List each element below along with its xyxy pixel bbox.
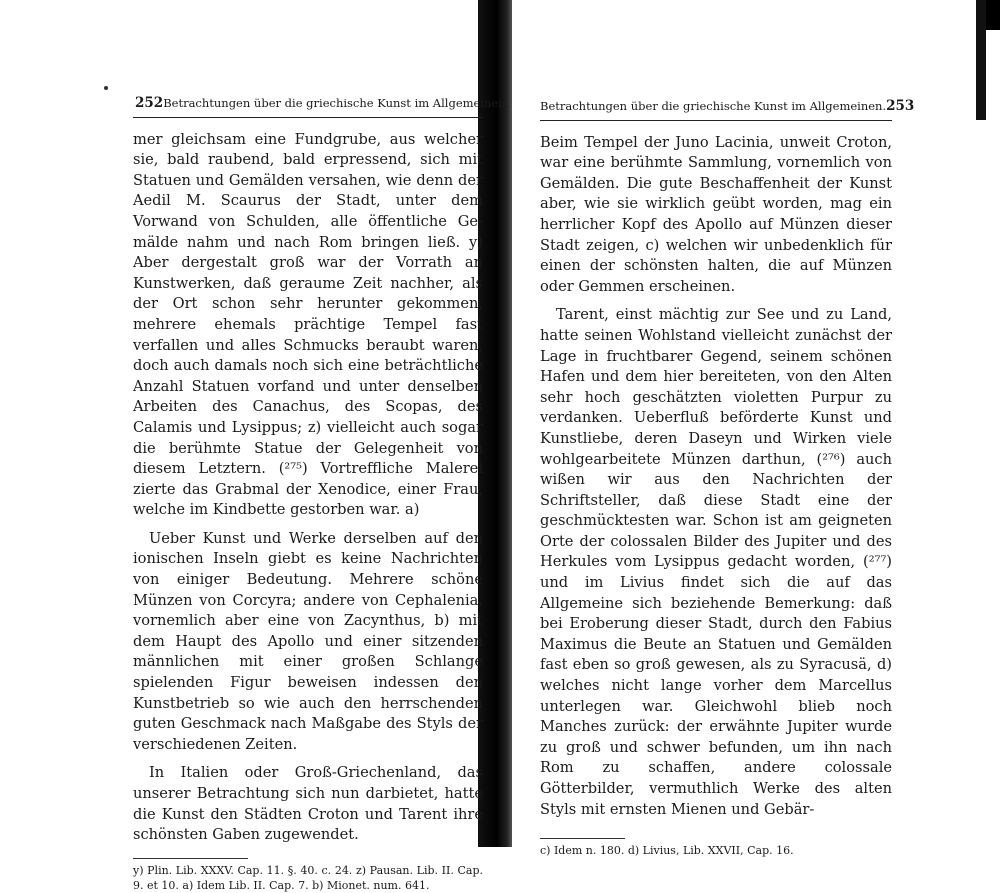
right-page-body (540, 133, 892, 821)
left-page-header (133, 93, 510, 118)
left-running-title: Betrachtungen über die griechische Kunst im Allgemeinen. (163, 96, 510, 110)
footnote-divider (540, 838, 625, 839)
print-speck (104, 86, 108, 90)
left-page-number: 252 (135, 95, 164, 111)
left-footnotes: y) Plin. Lib. XXXV. Cap. 11. §. 40. c. 24. z) Pausan. Lib. II. Cap. 9. et 10. a) Idem Lib. II. Cap. 7. b) Mionet. num. 641. (133, 863, 483, 892)
right-page (540, 96, 915, 858)
left-page-body (133, 130, 483, 846)
footnote-divider (133, 858, 248, 859)
right-page-number: 253 (886, 98, 915, 114)
left-paragraph-2: Ueber Kunst und Werke derselben auf den ionischen Inseln giebt es keine Nachrichten von einiger Bedeutung. Mehrere schöne Münzen von Corcyra; andere von Cephalenia, vornemlich aber eine von Zacynthus, b) mit dem Haupt des Apollo und einer sitzenden männlichen mit einer großen Schlange spielenden Figur beweisen indessen den Kunstbetrieb so wie auch den herrschenden guten Geschmack nach Maßgabe des Styls der verschiedenen Zeiten. (133, 529, 483, 753)
right-paragraph-2: Tarent, einst mächtig zur See und zu Land, hatte seinen Wohlstand vielleicht zunächst der Lage in fruchtbarer Gegend, seinem schönen Hafen und dem hier bereiteten, von den Alten sehr hoch geschätzten violetten Purpur zu verdanken. Ueberfluß beförderte Kunst und Kunstliebe, deren Daseyn und Wirken viele wohlgearbeitete Münzen darthun, (²⁷⁶) auch wißen wir aus den Nachrichten der Schriftsteller, daß diese Stadt eine der geschmücktesten war. Schon ist am geigneten Orte der colossalen Bilder des Jupiter und des Herkules vom Lysippus gedacht worden, (²⁷⁷) und im Livius findet sich die auf das Allgemeine sich beziehende Bemerkung: daß bei Eroberung dieser Stadt, durch den Fabius Maximus die Beute an Statuen und Gemälden fast eben so groß gewesen, als zu Syracusä, d) welches nicht lange vorher dem Marcellus unterlegen war. Gleichwohl blieb noch Manches zurück: der erwähnte Jupiter wurde zu groß und schwer befunden, um ihn nach Rom zu schaffen, andere colossale Götterbilder, vermuthlich Werke des alten Styls mit ernsten Mienen und Gebär- (540, 306, 892, 818)
left-paragraph-1: mer gleichsam eine Fundgrube, aus welcher sie, bald raubend, bald erpressend, sich mit Statuen und Gemälden versahen, wie denn der Aedil M. Scaurus der Stadt, unter dem Vorwand von Schulden, alle öffentliche Gemälde nahm und nach Rom bringen ließ. y) Aber dergestalt groß war der Vorrath an Kunstwerken, daß geraume Zeit nachher, als der Ort schon sehr herunter gekommen, mehrere ehemals prächtige Tempel fast verfallen und alles Schmucks beraubt waren, doch auch damals noch sich eine beträchtliche Anzahl Statuen vorfand und unter denselben Arbeiten des Canachus, des Scopas, des Calamis und Lysippus; z) vielleicht auch sogar die berühmte Statue der Gelegenheit von diesem Letztern. (²⁷⁵) Vortreffliche Malerei zierte das Grabmal der Xenodice, einer Frau, welche im Kindbette gestorben war. a) (133, 130, 483, 519)
left-page (133, 93, 510, 893)
right-running-title: Betrachtungen über die griechische Kunst im Allgemeinen. (540, 99, 887, 113)
right-footnotes: c) Idem n. 180. d) Livius, Lib. XXVII, Cap. 16. (540, 844, 794, 858)
page-corner-shadow (986, 0, 1000, 30)
right-paragraph-1: Beim Tempel der Juno Lacinia, unweit Croton, war eine berühmte Sammlung, vornemlich von Gemälden. Die gute Beschaffenheit der Kunst aber, wie sie wirklich geübt worden, mag ein herrlicher Kopf des Apollo auf Münzen dieser Stadt zeigen, c) welchen wir unbedenklich für einen der schönsten halten, die auf Münzen oder Gemmen erscheinen. (540, 133, 892, 295)
right-page-header (540, 96, 915, 121)
book-gutter-shadow (478, 0, 512, 847)
page-edge-shadow (976, 0, 986, 120)
left-paragraph-3: In Italien oder Groß-Griechenland, das unserer Betrachtung sich nun darbietet, hatte die Kunst den Städten Croton und Tarent ihre schönsten Gaben zugewendet. (133, 764, 483, 844)
right-footnote-block (540, 838, 892, 858)
